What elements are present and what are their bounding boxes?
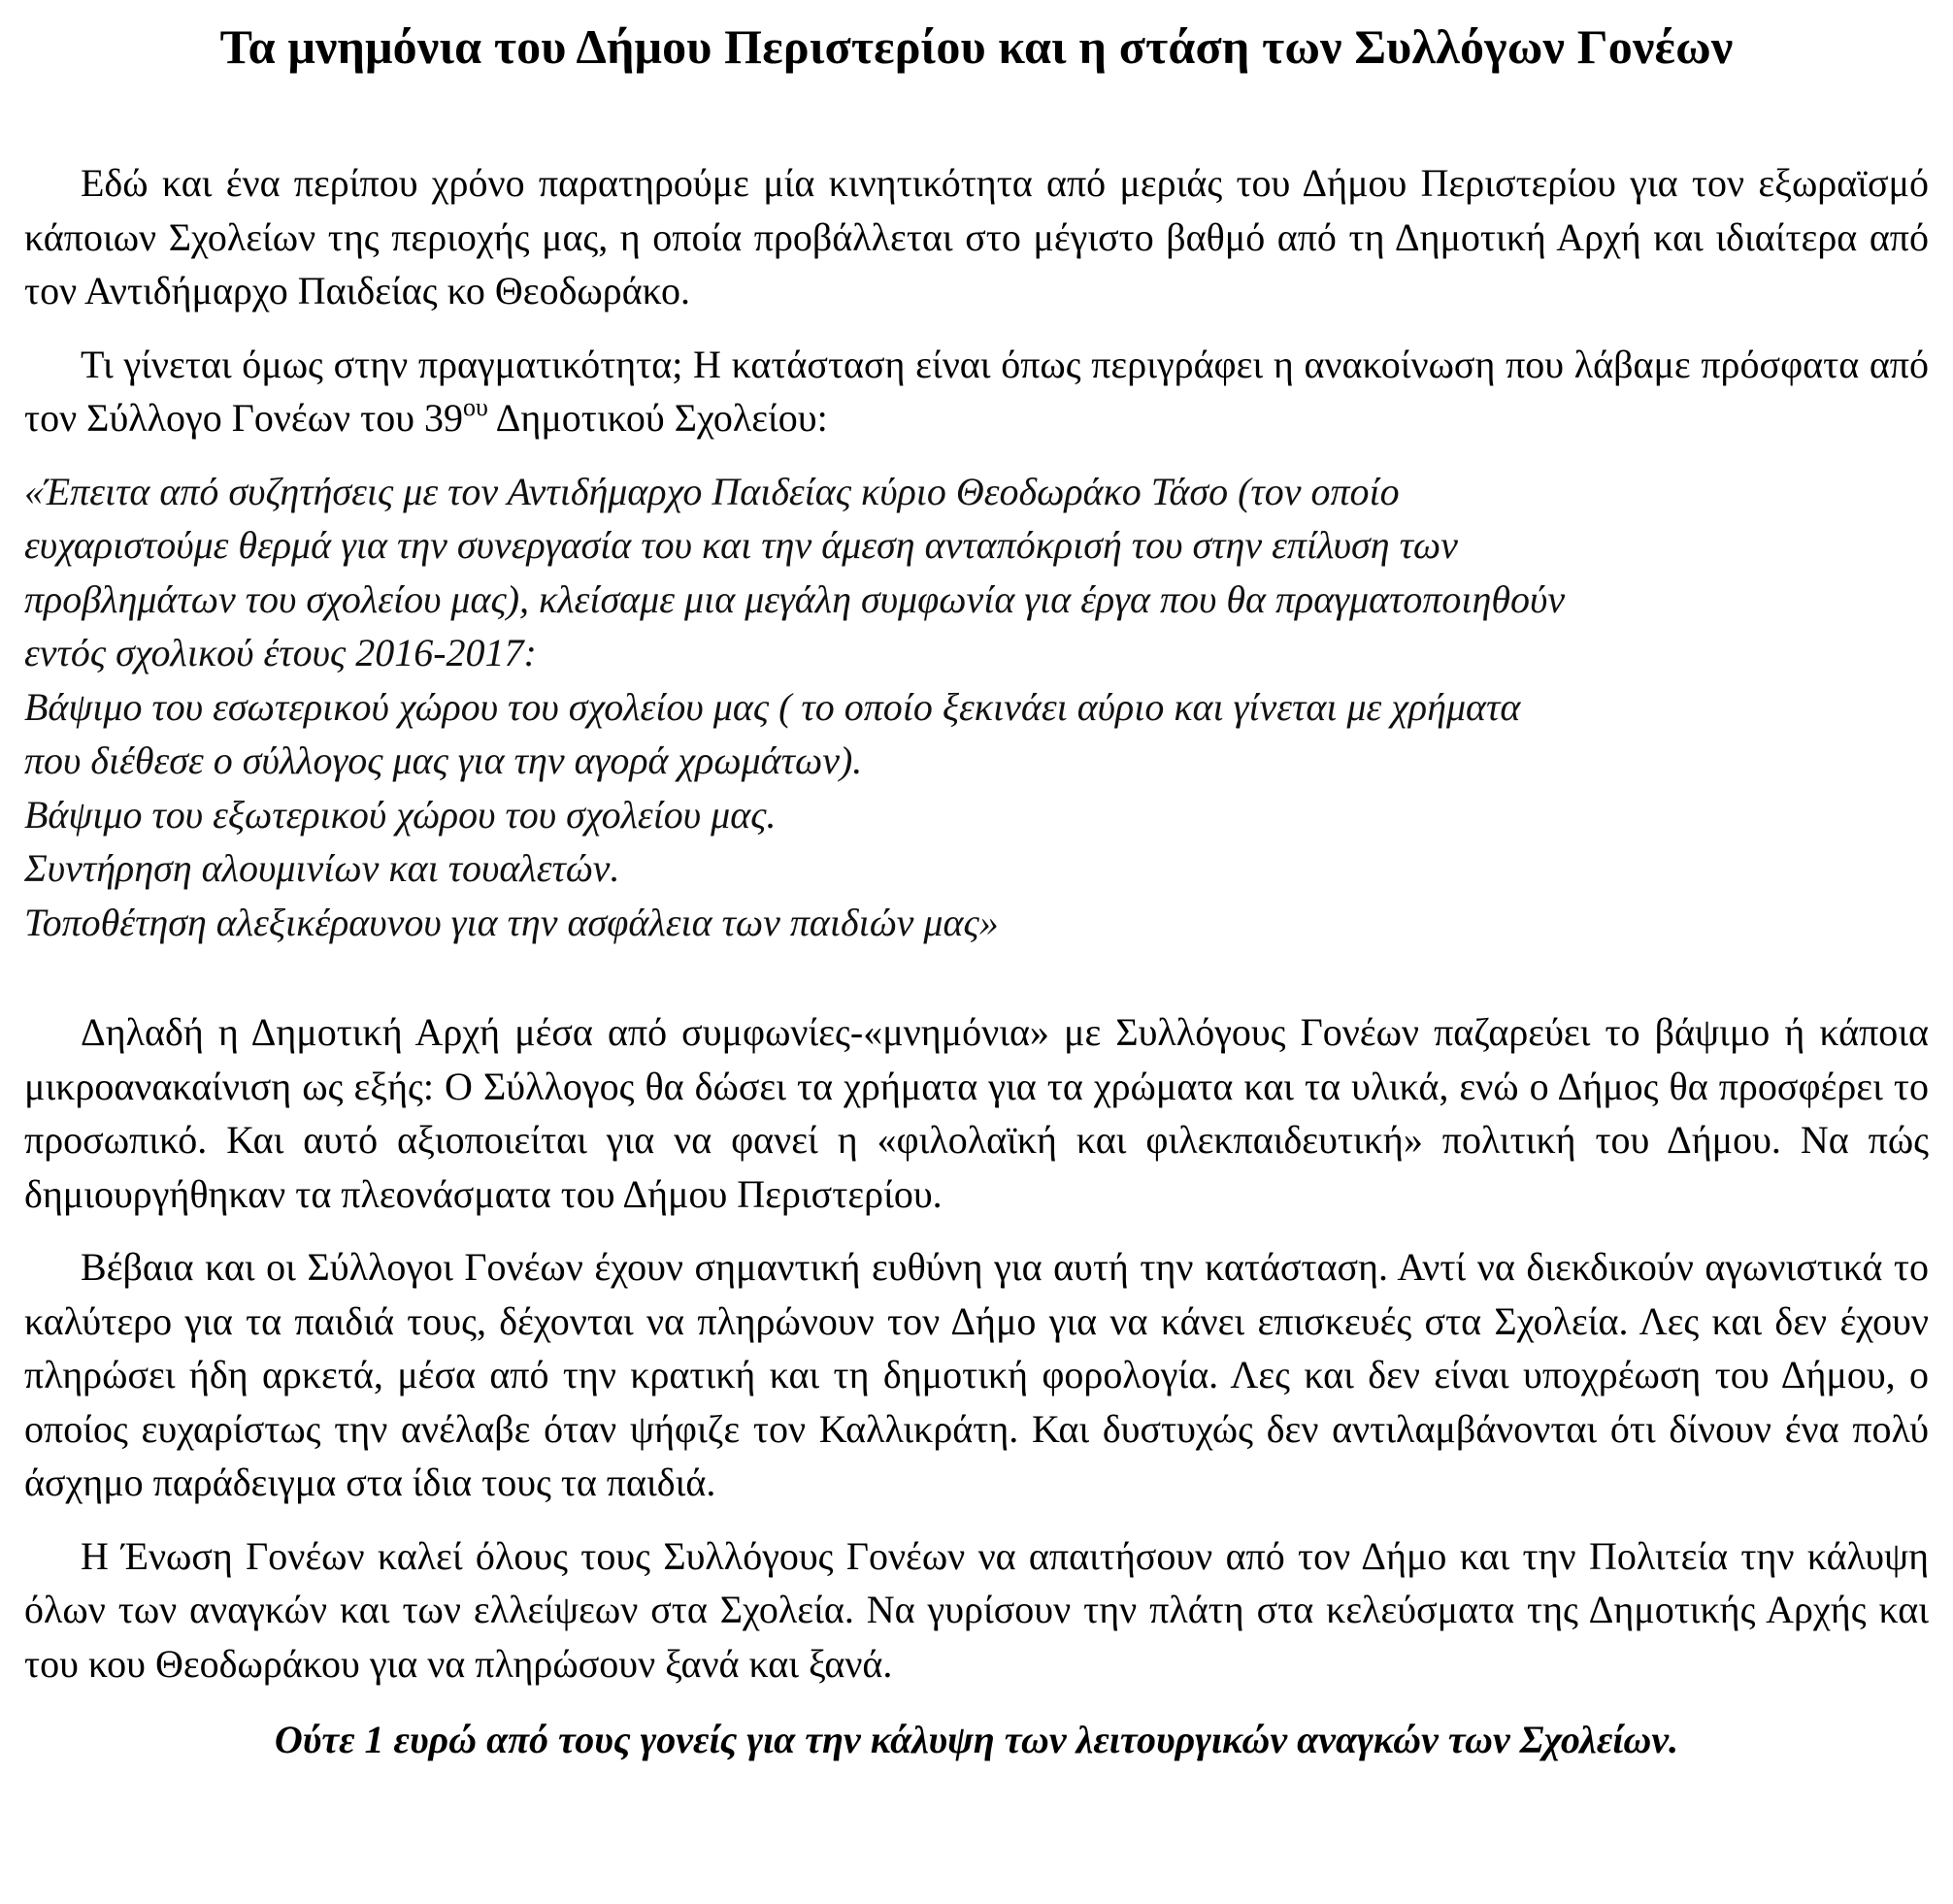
- quote-line: Τοποθέτηση αλεξικέραυνου για την ασφάλεια των παιδιών μας»: [24, 900, 999, 944]
- quote-line: Βάψιμο του εξωτερικού χώρου του σχολείου μας.: [24, 792, 777, 837]
- quote-line: ευχαριστούμε θερμά για την συνεργασία του και την άμεση ανταπόκρισή του στην επίλυση των: [24, 523, 1458, 567]
- paragraph-reality-end: Δημοτικού Σχολείου:: [487, 396, 828, 440]
- paragraph-reality: [24, 338, 1929, 445]
- quote-line: προβλημάτων του σχολείου μας), κλείσαμε μια μεγάλη συμφωνία για έργα που θα πραγματοποιηθούν: [24, 576, 1566, 621]
- quote-line: Συντήρηση αλουμινίων και τουαλετών.: [24, 846, 620, 890]
- quote-line: Βάψιμο του εσωτερικού χώρου του σχολείου μας ( το οποίο ξεκινάει αύριο και γίνεται με χρήματα: [24, 684, 1521, 729]
- quoted-announcement: [24, 465, 1929, 950]
- paragraph-responsibility: Βέβαια και οι Σύλλογοι Γονέων έχουν σημαντική ευθύνη για αυτή την κατάσταση. Αντί να διεκδικούν αγωνιστικά το καλύτερο για τα παιδιά τους, δέχονται να πληρώνουν τον Δήμο για να κάνει επισκευές στα Σχολεία. Λες και δεν έχουν πληρώσει ήδη αρκετά, μέσα από την κρατική και τη δημοτική φορολογία. Λες και δεν είναι υποχρέωση του Δήμου, ο οποίος ευχαρίστως την ανέλαβε όταν ψήφιζε τον Καλλικράτη. Και δυστυχώς δεν αντιλαμβάνονται ότι δίνουν ένα πολύ άσχημο παράδειγμα στα ίδια τους τα παιδιά.: [24, 1245, 1929, 1504]
- page-title: Τα μνημόνια του Δήμου Περιστερίου και η στάση των Συλλόγων Γονέων: [219, 19, 1734, 74]
- document-page: [24, 0, 1929, 1766]
- closing-slogan: Ούτε 1 ευρώ από τους γονείς για την κάλυψη των λειτουργικών αναγκών των Σχολείων.: [274, 1718, 1679, 1761]
- paragraph-intro: Εδώ και ένα περίπου χρόνο παρατηρούμε μία κινητικότητα από μεριάς του Δήμου Περιστερίου για τον εξωραϊσμό κάποιων Σχολείων της περιοχής μας, η οποία προβάλλεται στο μέγιστο βαθμό από τη Δημοτική Αρχή και ιδιαίτερα από τον Αντιδήμαρχο Παιδείας κο Θεοδωράκο.: [24, 161, 1929, 312]
- quote-line: εντός σχολικού έτους 2016-2017:: [24, 631, 537, 674]
- paragraph-agreements: Δηλαδή η Δημοτική Αρχή μέσα από συμφωνίες-«μνημόνια» με Συλλόγους Γονέων παζαρεύει το βάψιμο ή κάποια μικροανακαίνιση ως εξής: Ο Σύλλογος θα δώσει τα χρήματα για τα χρώματα και τα υλικά, ενώ ο Δήμος θα προσφέρει το προσωπικό. Και αυτό αξιοποιείται για να φανεί η «φιλολαϊκή και φιλεκπαιδευτική» πολιτική του Δήμου. Να πώς δημιουργήθηκαν τα πλεονάσματα του Δήμου Περιστερίου.: [24, 1010, 1929, 1216]
- paragraph-call-to-action: Η Ένωση Γονέων καλεί όλους τους Συλλόγους Γονέων να απαιτήσουν από τον Δήμο και την Πολιτεία την κάλυψη όλων των αναγκών και των ελλείψεων στα Σχολεία. Να γυρίσουν την πλάτη στα κελεύσματα της Δημοτικής Αρχής και του κου Θεοδωράκου για να πληρώσουν ξανά και ξανά.: [24, 1533, 1929, 1686]
- ordinal-superscript: ου: [463, 393, 488, 421]
- paragraph-reality-text: Τι γίνεται όμως στην πραγματικότητα; Η κατάσταση είναι όπως περιγράφει η ανακοίνωση που λάβαμε πρόσφατα από τον Σύλλογο Γονέων του 39: [24, 342, 1929, 440]
- quote-line: «Έπειτα από συζητήσεις με τον Αντιδήμαρχο Παιδείας κύριο Θεοδωράκο Τάσο (τον οποίο: [24, 469, 1400, 513]
- quote-line: που διέθεσε ο σύλλογος μας για την αγορά χρωμάτων).: [24, 739, 863, 782]
